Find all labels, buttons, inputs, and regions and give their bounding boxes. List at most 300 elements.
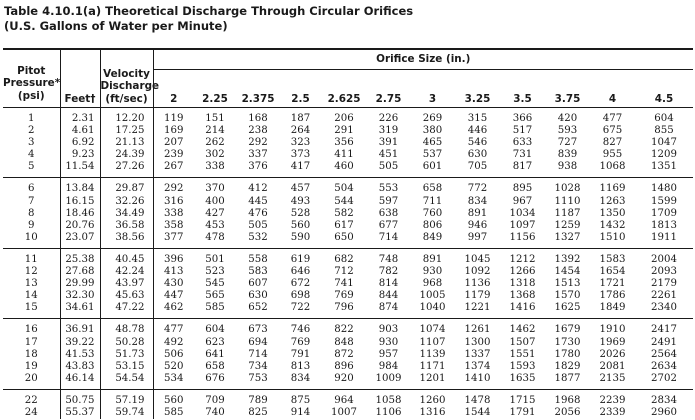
feet-cell: 43.83: [60, 361, 100, 373]
discharge-cell: 207: [164, 137, 184, 149]
discharge-cell: 492: [164, 336, 184, 348]
feet-cell: 4.61: [60, 125, 100, 137]
discharge-cell: 796: [321, 302, 367, 319]
discharge-cell: 1327: [545, 232, 590, 249]
pitot-pressure-cell: 20: [3, 373, 60, 390]
discharge-cell: 630: [248, 290, 268, 302]
discharge-cell: 523: [205, 266, 225, 278]
discharge-cell: 839: [557, 149, 578, 161]
discharge-cell: 226: [378, 113, 399, 124]
velocity-cell: 54.54: [100, 373, 153, 390]
orifice-size-column-header: 2.375: [236, 70, 280, 108]
discharge-cell: 400: [205, 195, 225, 207]
pitot-pressure-cell: 10: [3, 232, 60, 249]
feet-cell: 11.54: [60, 161, 100, 178]
feet-cell: 2.31: [60, 108, 100, 126]
discharge-cell: 641: [205, 348, 225, 360]
discharge-cell: 658: [205, 360, 225, 372]
discharge-cell: 895: [512, 183, 533, 195]
feet-cell: 25.38: [60, 248, 100, 266]
discharge-cell: 782: [378, 266, 399, 278]
discharge-cell: 694: [248, 336, 268, 348]
velocity-cell: 27.26: [100, 161, 153, 178]
discharge-cell: 1410: [455, 373, 500, 390]
discharge-cell: 417: [280, 161, 321, 178]
discharge-cell: 1005: [419, 290, 446, 302]
discharge-cell: 1034: [509, 207, 536, 219]
discharge-cell: 1599: [651, 195, 677, 207]
discharge-table: [3, 48, 693, 419]
discharge-cell: 676: [194, 373, 236, 390]
discharge-cell: 505: [367, 161, 410, 178]
table-row: [3, 178, 693, 196]
discharge-cell: 506: [164, 348, 184, 360]
discharge-cell: 1097: [509, 219, 536, 231]
discharge-cell: 585: [194, 302, 236, 319]
pitot-pressure-cell: 13: [3, 278, 60, 290]
discharge-cell: 1910: [599, 324, 626, 336]
velocity-cell: 53.15: [100, 361, 153, 373]
discharge-cell: 582: [334, 207, 354, 219]
discharge-cell: 264: [290, 125, 311, 137]
discharge-cell: 1635: [500, 373, 545, 390]
discharge-cell: 1068: [590, 161, 635, 178]
pitot-pressure-cell: 6: [3, 178, 60, 196]
discharge-cell: 2417: [651, 324, 677, 336]
pitot-pressure-cell: 7: [3, 196, 60, 208]
pitot-pressure-cell: 14: [3, 290, 60, 302]
pitot-pressure-cell: 24: [3, 407, 60, 419]
discharge-cell: 791: [290, 348, 311, 360]
discharge-cell: 366: [512, 113, 533, 124]
velocity-cell: 38.56: [100, 232, 153, 249]
discharge-cell: 658: [422, 183, 443, 195]
table-row: [3, 196, 693, 208]
discharge-cell: 1480: [651, 183, 677, 195]
discharge-cell: 753: [236, 373, 280, 390]
discharge-cell: 239: [164, 149, 184, 161]
discharge-cell: 528: [290, 207, 311, 219]
discharge-cell: 2634: [651, 360, 677, 372]
discharge-cell: 630: [467, 149, 488, 161]
discharge-cell: 891: [422, 253, 443, 265]
table-row: [3, 266, 693, 278]
discharge-cell: 544: [334, 195, 354, 207]
discharge-cell: 748: [378, 253, 399, 265]
feet-cell: 41.53: [60, 349, 100, 361]
discharge-cell: 316: [164, 195, 184, 207]
table-row: [3, 407, 693, 419]
discharge-cell: 789: [248, 394, 268, 406]
discharge-cell: 844: [378, 290, 399, 302]
title-line-2: (U.S. Gallons of Water per Minute): [4, 19, 228, 33]
table-row: [3, 389, 693, 407]
discharge-cell: 462: [153, 302, 194, 319]
discharge-cell: 590: [280, 232, 321, 249]
table-row: [3, 278, 693, 290]
discharge-cell: 1047: [651, 137, 677, 149]
feet-cell: 34.61: [60, 302, 100, 319]
discharge-cell: 955: [602, 149, 623, 161]
discharge-cell: 1679: [554, 324, 581, 336]
velocity-cell: 43.97: [100, 278, 153, 290]
discharge-cell: 1513: [554, 278, 581, 290]
discharge-cell: 1351: [635, 161, 693, 178]
table-row: [3, 208, 693, 220]
feet-cell: 20.76: [60, 220, 100, 232]
velocity-cell: 12.20: [100, 108, 153, 126]
discharge-cell: 741: [334, 278, 354, 290]
pitot-pressure-cell: 5: [3, 161, 60, 178]
velocity-cell: 24.39: [100, 149, 153, 161]
feet-cell: 29.99: [60, 278, 100, 290]
discharge-cell: 477: [602, 113, 623, 124]
discharge-cell: 1780: [554, 348, 581, 360]
discharge-cell: 1849: [590, 302, 635, 319]
table-row: [3, 302, 693, 319]
discharge-cell: 874: [367, 302, 410, 319]
discharge-cell: 206: [334, 113, 354, 124]
discharge-cell: 585: [164, 406, 184, 418]
table-row: [3, 349, 693, 361]
orifice-size-column-header: 3: [410, 70, 455, 108]
discharge-cell: 746: [290, 324, 311, 336]
discharge-cell: 2834: [651, 394, 677, 406]
table-row: [3, 149, 693, 161]
discharge-cell: 319: [378, 125, 399, 137]
velocity-cell: 59.74: [100, 407, 153, 419]
discharge-cell: 1478: [464, 394, 491, 406]
discharge-cell: 817: [500, 161, 545, 178]
discharge-cell: 1187: [554, 207, 581, 219]
pitot-pressure-cell: 12: [3, 266, 60, 278]
discharge-cell: 2339: [599, 406, 626, 418]
discharge-cell: 2081: [599, 360, 626, 372]
table-row: [3, 220, 693, 232]
discharge-cell: 1368: [509, 290, 536, 302]
velocity-cell: 51.73: [100, 349, 153, 361]
feet-cell: 18.46: [60, 208, 100, 220]
discharge-cell: 1350: [599, 207, 626, 219]
discharge-cell: 607: [248, 278, 268, 290]
discharge-cell: 1462: [509, 324, 536, 336]
discharge-cell: 2960: [651, 406, 677, 418]
discharge-cell: 1058: [375, 394, 402, 406]
pitot-pressure-cell: 9: [3, 220, 60, 232]
discharge-cell: 1510: [590, 232, 635, 249]
discharge-cell: 619: [290, 253, 311, 265]
discharge-cell: 1171: [419, 360, 446, 372]
discharge-cell: 2179: [651, 278, 677, 290]
table-row: [3, 125, 693, 137]
feet-cell: 55.37: [60, 407, 100, 419]
table-row: [3, 373, 693, 390]
discharge-cell: 1721: [599, 278, 626, 290]
velocity-cell: 57.19: [100, 389, 153, 407]
discharge-cell: 292: [164, 183, 184, 195]
feet-cell: 46.14: [60, 373, 100, 390]
discharge-cell: 1583: [599, 253, 626, 265]
discharge-cell: 930: [378, 336, 399, 348]
discharge-cell: 291: [334, 125, 354, 137]
orifice-size-column-header: 4: [590, 70, 635, 108]
discharge-cell: 930: [422, 266, 443, 278]
discharge-cell: 1106: [375, 406, 402, 418]
discharge-cell: 119: [164, 113, 184, 124]
discharge-cell: 872: [334, 348, 354, 360]
discharge-cell: 814: [378, 278, 399, 290]
orifice-size-column-header: 2.625: [321, 70, 367, 108]
title-line-1: Table 4.10.1(a) Theoretical Discharge Through Circular Orifices: [4, 4, 414, 18]
table-body: [3, 108, 693, 420]
discharge-cell: 1260: [419, 394, 446, 406]
discharge-cell: 1392: [554, 253, 581, 265]
discharge-cell: 772: [467, 183, 488, 195]
discharge-cell: 583: [248, 266, 268, 278]
discharge-cell: 964: [334, 394, 354, 406]
discharge-cell: 920: [321, 373, 367, 390]
velocity-cell: 40.45: [100, 248, 153, 266]
discharge-cell: 1263: [599, 195, 626, 207]
discharge-cell: 1028: [554, 183, 581, 195]
discharge-cell: 1507: [509, 336, 536, 348]
discharge-cell: 914: [290, 406, 311, 418]
pitot-pressure-cell: 1: [3, 108, 60, 126]
discharge-cell: 1374: [464, 360, 491, 372]
feet-cell: 27.68: [60, 266, 100, 278]
discharge-cell: 337: [248, 149, 268, 161]
discharge-cell: 565: [205, 290, 225, 302]
discharge-cell: 1911: [635, 232, 693, 249]
discharge-cell: 593: [557, 125, 578, 137]
table-row: [3, 161, 693, 178]
discharge-cell: 370: [205, 183, 225, 195]
discharge-cell: 711: [422, 195, 443, 207]
discharge-cell: 604: [205, 324, 225, 336]
discharge-cell: 2056: [554, 406, 581, 418]
discharge-cell: 938: [545, 161, 590, 178]
discharge-cell: 2239: [599, 394, 626, 406]
discharge-cell: 493: [290, 195, 311, 207]
discharge-cell: 447: [164, 290, 184, 302]
discharge-cell: 825: [248, 406, 268, 418]
discharge-cell: 545: [205, 278, 225, 290]
discharge-cell: 633: [512, 137, 533, 149]
discharge-cell: 2491: [651, 336, 677, 348]
discharge-cell: 1074: [419, 324, 446, 336]
discharge-cell: 997: [455, 232, 500, 249]
discharge-cell: 534: [153, 373, 194, 390]
discharge-cell: 1715: [509, 394, 536, 406]
discharge-cell: 558: [248, 253, 268, 265]
feet-header: Feet†: [60, 49, 100, 108]
discharge-cell: 1654: [599, 266, 626, 278]
discharge-cell: 1156: [500, 232, 545, 249]
discharge-cell: 2026: [599, 348, 626, 360]
discharge-cell: 1179: [464, 290, 491, 302]
discharge-cell: 373: [290, 149, 311, 161]
discharge-cell: 1813: [651, 219, 677, 231]
pitot-pressure-cell: 4: [3, 149, 60, 161]
discharge-cell: 446: [467, 125, 488, 137]
discharge-cell: 984: [378, 360, 399, 372]
discharge-cell: 1261: [464, 324, 491, 336]
feet-cell: 16.15: [60, 196, 100, 208]
discharge-cell: 214: [205, 125, 225, 137]
discharge-cell: 151: [205, 113, 225, 124]
discharge-cell: 731: [512, 149, 533, 161]
discharge-cell: 532: [236, 232, 280, 249]
velocity-cell: 29.87: [100, 178, 153, 196]
discharge-cell: 356: [334, 137, 354, 149]
discharge-cell: 2564: [651, 348, 677, 360]
discharge-cell: 1416: [500, 302, 545, 319]
discharge-cell: 1625: [545, 302, 590, 319]
discharge-cell: 1259: [554, 219, 581, 231]
discharge-cell: 769: [290, 336, 311, 348]
discharge-cell: 1593: [509, 360, 536, 372]
table-row: [3, 232, 693, 249]
discharge-cell: 168: [248, 113, 268, 124]
feet-cell: 32.30: [60, 290, 100, 302]
velocity-cell: 32.26: [100, 196, 153, 208]
feet-cell: 6.92: [60, 137, 100, 149]
discharge-cell: 2340: [635, 302, 693, 319]
discharge-cell: 1007: [331, 406, 357, 418]
discharge-cell: 323: [290, 137, 311, 149]
discharge-cell: 1212: [509, 253, 536, 265]
discharge-cell: 1709: [651, 207, 677, 219]
orifice-size-column-header: 2.5: [280, 70, 321, 108]
discharge-cell: 855: [654, 125, 674, 137]
discharge-cell: 504: [334, 183, 354, 195]
discharge-cell: 834: [467, 195, 488, 207]
discharge-cell: 269: [422, 113, 443, 124]
orifice-size-column-header: 2.25: [194, 70, 236, 108]
discharge-cell: 650: [321, 232, 367, 249]
discharge-cell: 1009: [367, 373, 410, 390]
discharge-cell: 677: [378, 219, 399, 231]
discharge-cell: 338: [194, 161, 236, 178]
orifice-size-column-header: 4.5: [635, 70, 693, 108]
discharge-cell: 2261: [651, 290, 677, 302]
discharge-cell: 968: [422, 278, 443, 290]
discharge-cell: 478: [194, 232, 236, 249]
discharge-cell: 675: [602, 125, 623, 137]
discharge-cell: 1045: [464, 253, 491, 265]
discharge-cell: 769: [334, 290, 354, 302]
discharge-cell: 1454: [554, 266, 581, 278]
discharge-cell: 896: [334, 360, 354, 372]
discharge-cell: 1092: [464, 266, 491, 278]
discharge-cell: 623: [205, 336, 225, 348]
discharge-cell: 827: [602, 137, 623, 149]
table-row: [3, 337, 693, 349]
discharge-cell: 238: [248, 125, 268, 137]
feet-cell: 39.22: [60, 337, 100, 349]
discharge-cell: 734: [248, 360, 268, 372]
discharge-cell: 1169: [599, 183, 626, 195]
discharge-cell: 391: [378, 137, 399, 149]
discharge-cell: 604: [654, 113, 674, 124]
feet-cell: 50.75: [60, 389, 100, 407]
discharge-cell: 834: [280, 373, 321, 390]
discharge-cell: 420: [557, 113, 578, 124]
discharge-cell: 267: [153, 161, 194, 178]
table-row: [3, 290, 693, 302]
discharge-cell: 1730: [554, 336, 581, 348]
discharge-cell: 712: [334, 266, 354, 278]
discharge-cell: 1968: [554, 394, 581, 406]
discharge-cell: 537: [422, 149, 443, 161]
discharge-cell: 903: [378, 324, 399, 336]
discharge-cell: 2004: [651, 253, 677, 265]
table-row: [3, 108, 693, 126]
discharge-cell: 848: [334, 336, 354, 348]
velocity-cell: 48.78: [100, 319, 153, 337]
velocity-cell: 36.58: [100, 220, 153, 232]
velocity-cell: 21.13: [100, 137, 153, 149]
discharge-cell: 1969: [599, 336, 626, 348]
discharge-cell: 358: [164, 219, 184, 231]
orifice-size-column-header: 3.5: [500, 70, 545, 108]
discharge-cell: 673: [248, 324, 268, 336]
discharge-cell: 1318: [509, 278, 536, 290]
velocity-cell: 50.28: [100, 337, 153, 349]
discharge-cell: 1300: [464, 336, 491, 348]
discharge-cell: 727: [557, 137, 578, 149]
discharge-cell: 445: [248, 195, 268, 207]
discharge-cell: 476: [248, 207, 268, 219]
discharge-cell: 453: [205, 219, 225, 231]
discharge-cell: 315: [467, 113, 488, 124]
discharge-cell: 1316: [419, 406, 446, 418]
discharge-cell: 1040: [410, 302, 455, 319]
velocity-cell: 47.22: [100, 302, 153, 319]
discharge-cell: 891: [467, 207, 488, 219]
discharge-cell: 722: [280, 302, 321, 319]
discharge-cell: 546: [467, 137, 488, 149]
discharge-cell: 946: [467, 219, 488, 231]
discharge-cell: 451: [378, 149, 399, 161]
discharge-cell: 1570: [554, 290, 581, 302]
pitot-pressure-cell: 15: [3, 302, 60, 319]
discharge-cell: 396: [164, 253, 184, 265]
discharge-cell: 412: [248, 183, 268, 195]
discharge-cell: 460: [321, 161, 367, 178]
discharge-cell: 262: [205, 137, 225, 149]
orifice-size-column-header: 2.75: [367, 70, 410, 108]
discharge-cell: 682: [334, 253, 354, 265]
discharge-cell: 1829: [554, 360, 581, 372]
discharge-cell: 806: [422, 219, 443, 231]
discharge-cell: 1791: [509, 406, 536, 418]
pitot-pressure-cell: 8: [3, 208, 60, 220]
discharge-cell: 1266: [509, 266, 536, 278]
discharge-cell: 520: [164, 360, 184, 372]
discharge-cell: 377: [153, 232, 194, 249]
discharge-cell: 501: [205, 253, 225, 265]
table-row: [3, 361, 693, 373]
table-row: [3, 319, 693, 337]
discharge-cell: 1432: [599, 219, 626, 231]
pitot-pressure-cell: 3: [3, 137, 60, 149]
discharge-cell: 411: [334, 149, 354, 161]
discharge-cell: 292: [248, 137, 268, 149]
discharge-cell: 705: [455, 161, 500, 178]
discharge-cell: 1877: [545, 373, 590, 390]
orifice-size-column-header: 3.25: [455, 70, 500, 108]
